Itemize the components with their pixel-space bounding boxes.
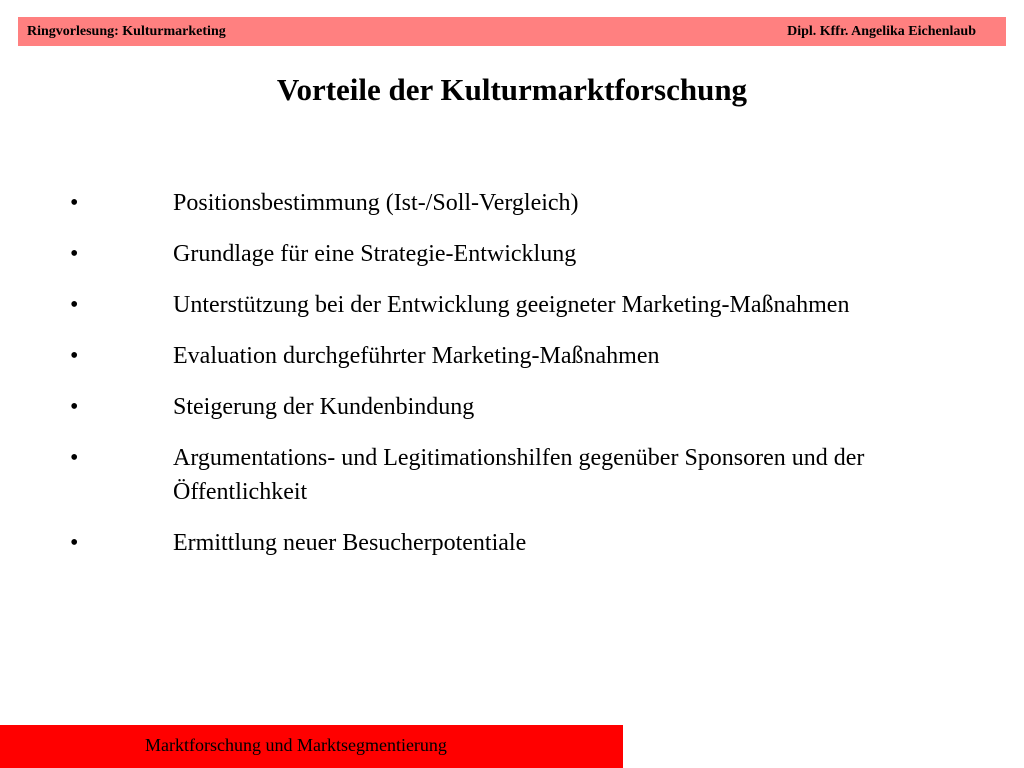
bullet-item: [68, 237, 948, 271]
bullet-marker: •: [70, 445, 79, 471]
header-course-title: Ringvorlesung: Kulturmarketing: [27, 24, 226, 39]
bullet-marker: •: [70, 343, 79, 369]
bullet-text: Evaluation durchgeführter Marketing-Maßnahmen: [173, 343, 660, 369]
footer-topic: Marktforschung und Marktsegmentierung: [145, 735, 447, 755]
bullet-text: Argumentations- und Legitimationshilfen gegenüber Sponsoren und der Öffentlichkeit: [173, 445, 865, 505]
footer-bar: [0, 725, 623, 768]
bullet-text: Ermittlung neuer Besucherpotentiale: [173, 530, 527, 556]
bullet-item: [68, 186, 948, 220]
bullet-text: Grundlage für eine Strategie-Entwicklung: [173, 241, 577, 267]
slide-title: Vorteile der Kulturmarktforschung: [276, 72, 748, 107]
bullet-item: [68, 441, 948, 509]
bullet-list: [68, 186, 948, 577]
header-author: Dipl. Kffr. Angelika Eichenlaub: [787, 24, 976, 39]
bullet-marker: •: [70, 530, 79, 556]
bullet-text: Unterstützung bei der Entwicklung geeigneter Marketing-Maßnahmen: [173, 292, 850, 318]
bullet-item: [68, 339, 948, 373]
bullet-text: Steigerung der Kundenbindung: [173, 394, 475, 420]
bullet-marker: •: [70, 292, 79, 318]
bullet-text: Positionsbestimmung (Ist-/Soll-Vergleich): [173, 190, 579, 216]
bullet-marker: •: [70, 190, 79, 216]
bullet-item: [68, 288, 948, 322]
bullet-item: [68, 390, 948, 424]
bullet-marker: •: [70, 394, 79, 420]
header-bar: [18, 17, 1006, 46]
bullet-marker: •: [70, 241, 79, 267]
bullet-item: [68, 526, 948, 560]
